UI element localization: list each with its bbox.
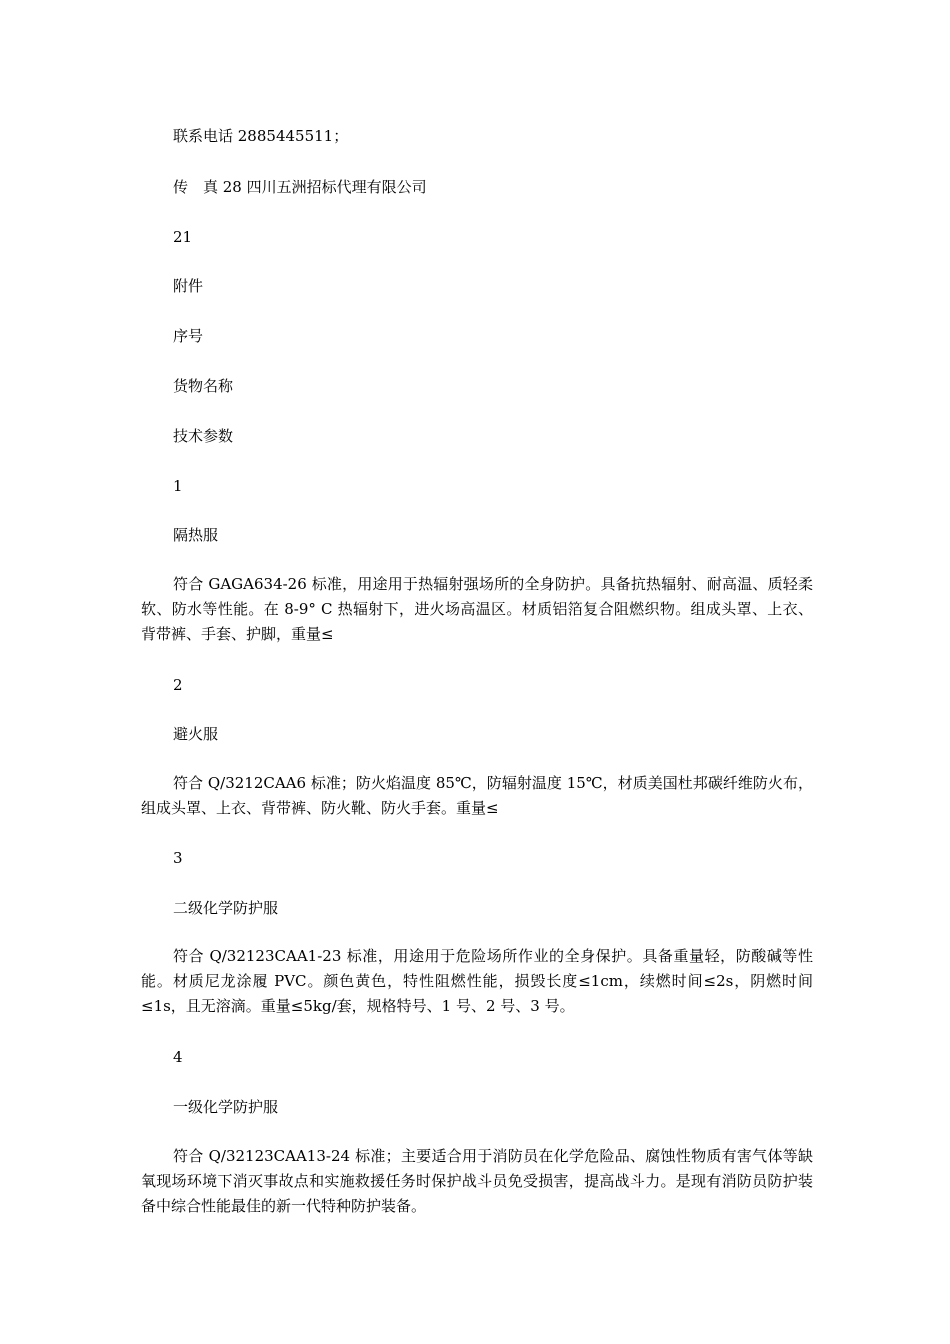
page-number: 21 [173, 228, 193, 246]
contact-phone: 联系电话 2885445511； [173, 127, 349, 145]
item-name: 一级化学防护服 [173, 1098, 279, 1116]
item-number: 3 [173, 849, 183, 867]
attachment-heading: 附件 [173, 277, 204, 295]
item-description: 符合 Q/3212CAA6 标准；防火焰温度 85℃，防辐射温度 15℃，材质美国杜邦碳纤维防火布，组成头罩、上衣、背带裤、防火靴、防火手套。重量≤ [141, 774, 813, 817]
item-number: 2 [173, 676, 183, 694]
item-name: 避火服 [173, 725, 219, 743]
column-header-no: 序号 [173, 327, 204, 345]
item-name: 隔热服 [173, 526, 219, 544]
item-description: 符合 Q/32123CAA1-23 标准，用途用于危险场所作业的全身保护。具备重量轻，防酸碱等性能。材质尼龙涂履 PVC。颜色黄色，特性阻燃性能，损毁长度≤1cm，续燃时间≤2s，阴燃时间≤1s，且无溶滴。重量≤5kg/套，规格特号、1 号、2 号、3 号。 [141, 947, 813, 1015]
column-header-name: 货物名称 [173, 377, 234, 395]
fax-line: 传 真 28 四川五洲招标代理有限公司 [173, 178, 427, 196]
item-description: 符合 Q/32123CAA13-24 标准；主要适合用于消防员在化学危险品、腐蚀性物质有害气体等缺氧现场环境下消灭事故点和实施救援任务时保护战斗员免受损害，提高战斗力。是现有消防员防护装备中综合性能最佳的新一代特种防护装备。 [141, 1147, 813, 1215]
item-number: 1 [173, 477, 183, 495]
item-name: 二级化学防护服 [173, 899, 279, 917]
item-description: 符合 GAGA634-26 标准，用途用于热辐射强场所的全身防护。具备抗热辐射、耐高温、质轻柔软、防水等性能。在 8-9° C 热辐射下，进火场高温区。材质铝箔复合阻燃织物。组成头罩、上衣、背带裤、手套、护脚，重量≤ [141, 575, 813, 643]
item-number: 4 [173, 1048, 183, 1066]
column-header-params: 技术参数 [173, 427, 234, 445]
